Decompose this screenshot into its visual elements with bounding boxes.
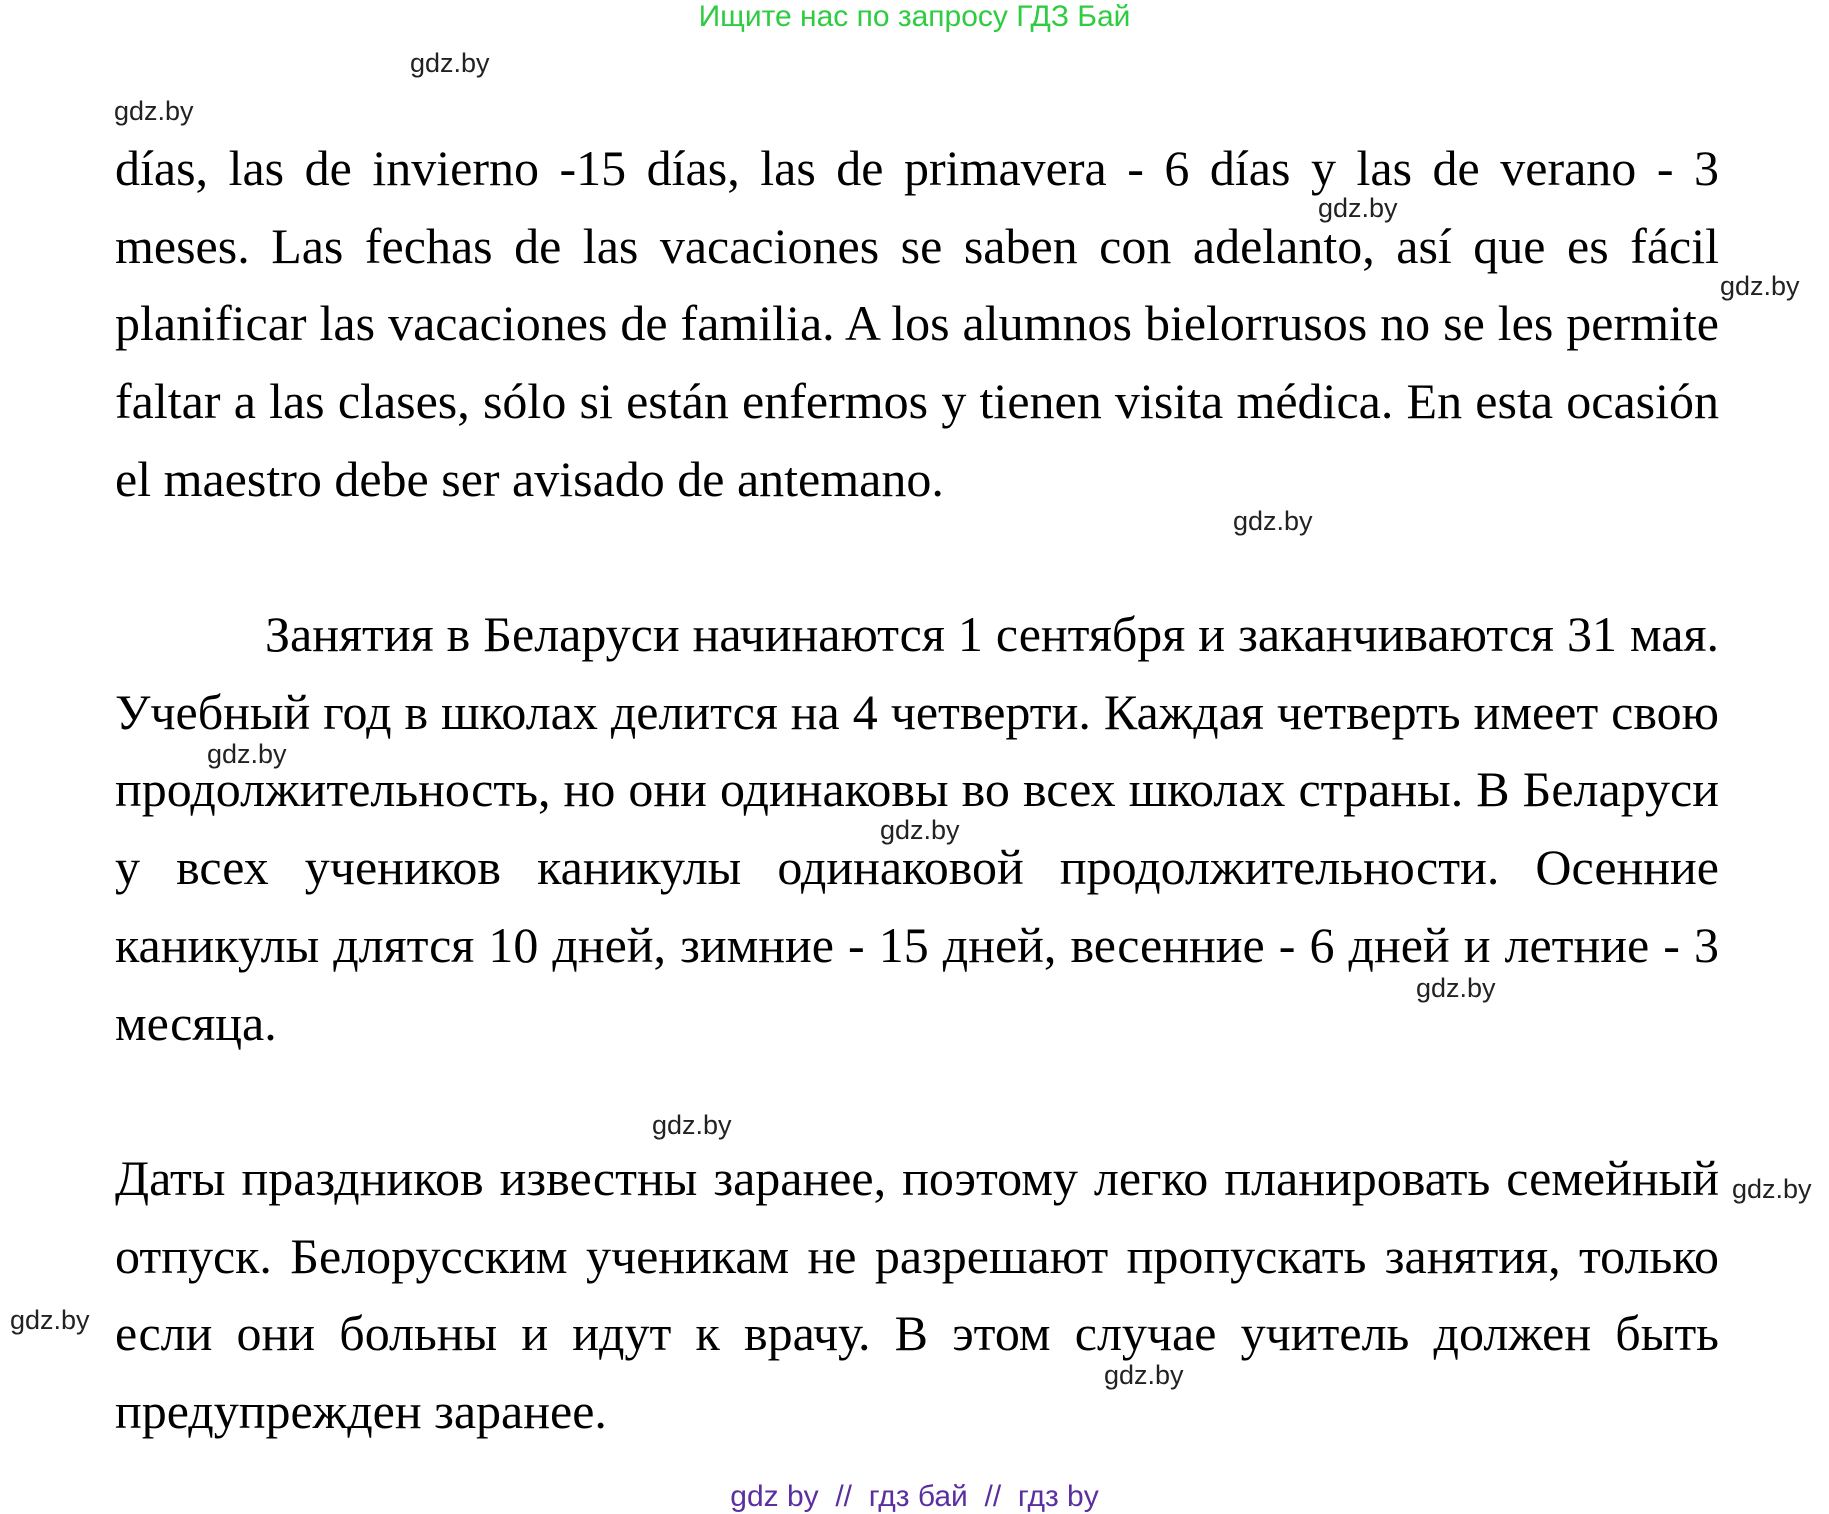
watermark: gdz.by bbox=[207, 739, 287, 769]
footer-link-gdz-bai[interactable]: гдз бай bbox=[868, 1480, 968, 1513]
watermark: gdz.by bbox=[1416, 973, 1496, 1003]
watermark: gdz.by bbox=[880, 815, 960, 845]
russian-paragraph-1: Занятия в Беларуси начинаются 1 сентября и заканчиваются 31 мая. Учебный год в школах делится на 4 четверти. Каждая четверть имеет свою продолжительность, но они одинаковы во всех школах страны. В Беларуси у всех учеников каникулы одинаковой продолжительности. Осенние каникулы длятся 10 дней, зимние - 15 дней, весенние - 6 дней и летние - 3 месяца. bbox=[115, 606, 1719, 1051]
footer-separator: // bbox=[835, 1480, 853, 1513]
watermark: gdz.by bbox=[10, 1305, 90, 1335]
footer-link-gdz-by[interactable]: gdz by bbox=[730, 1480, 819, 1513]
watermark: gdz.by bbox=[410, 48, 490, 78]
watermark: gdz.by bbox=[1318, 193, 1398, 223]
footer-separator: // bbox=[984, 1480, 1002, 1513]
watermark: gdz.by bbox=[1104, 1360, 1184, 1390]
watermark: gdz.by bbox=[1720, 271, 1800, 301]
footer-links bbox=[0, 1480, 1829, 1514]
watermark: gdz.by bbox=[114, 96, 194, 126]
watermark: gdz.by bbox=[652, 1110, 732, 1140]
watermark: gdz.by bbox=[1732, 1174, 1812, 1204]
spanish-paragraph: días, las de invierno -15 días, las de primavera - 6 días y las de verano - 3 meses. Las fechas de las vacaciones se saben con adelanto, así que es fácil planificar las vacaciones de familia. A los alumnos bielorrusos no se les permite faltar a las clases, sólo si están enfermos y tienen visita médica. En esta ocasión el maestro debe ser avisado de antemano. bbox=[115, 140, 1719, 507]
header-note: Ищите нас по запросу ГДЗ Бай bbox=[698, 0, 1131, 33]
russian-paragraph-2: Даты праздников известны заранее, поэтому легко планировать семейный отпуск. Белорусским ученикам не разрешают пропускать занятия, только если они больны и идут к врачу. В этом случае учитель должен быть предупрежден заранее. bbox=[115, 1150, 1719, 1440]
watermark: gdz.by bbox=[1233, 506, 1313, 536]
footer-link-gdz-by-ru[interactable]: гдз by bbox=[1017, 1480, 1099, 1513]
